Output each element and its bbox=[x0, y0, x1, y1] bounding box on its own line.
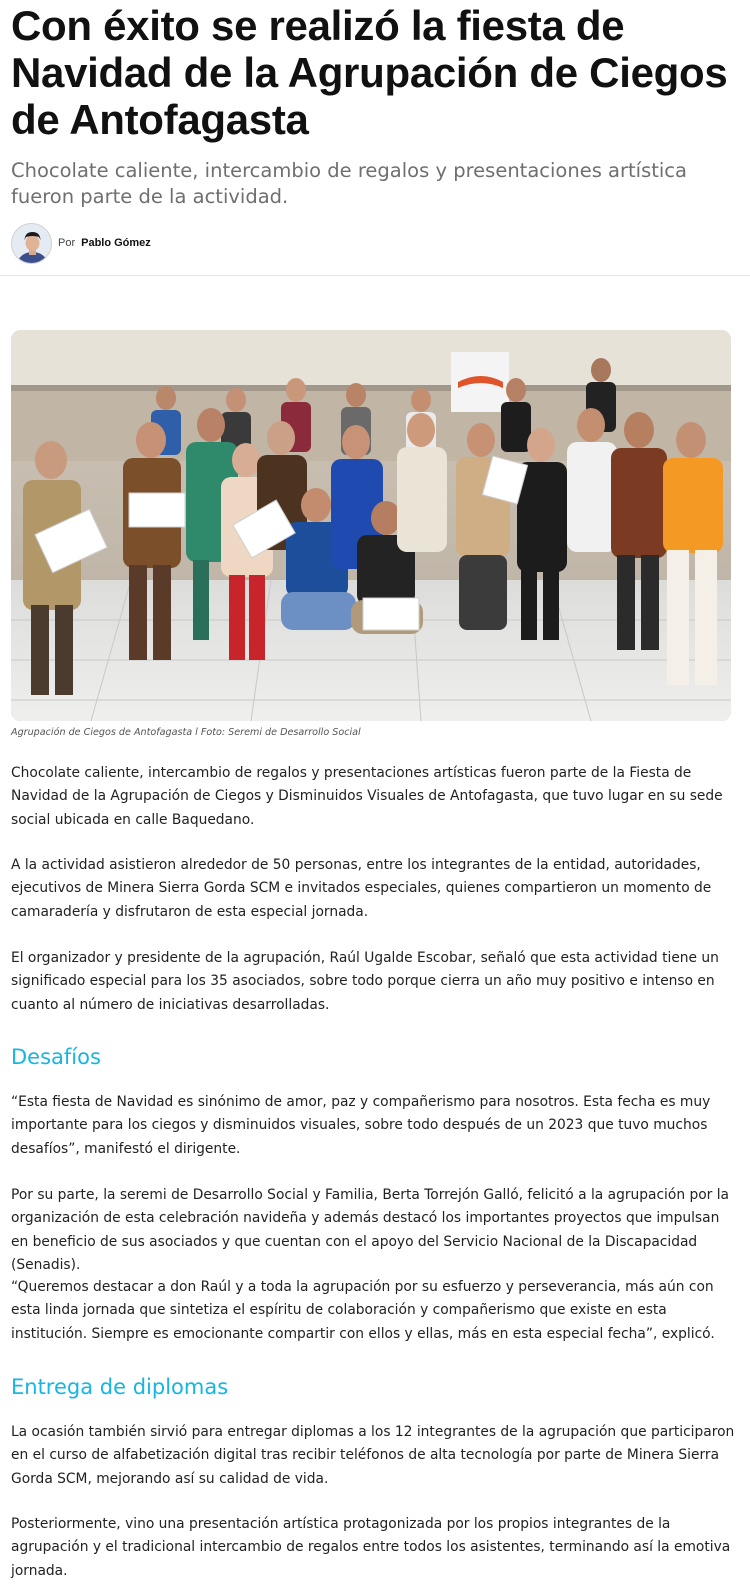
article-headline: Con éxito se realizó la fiesta de Navidad de la Agrupación de Ciegos de Antofagasta bbox=[11, 2, 728, 143]
header-divider bbox=[0, 275, 750, 276]
article-photo bbox=[11, 330, 731, 721]
article-paragraph: El organizador y presidente de la agrupación, Raúl Ugalde Escobar, señaló que esta actividad tiene un significado especial para los 35 asociados, sobre todo porque cierra un año muy positivo e intenso en cuanto al número de iniciativas desarrolladas. bbox=[11, 950, 719, 1013]
article-subtitle: Chocolate caliente, intercambio de regalos y presentaciones artística fueron parte de la actividad. bbox=[11, 159, 687, 208]
article-paragraph: Posteriormente, vino una presentación artística protagonizada por los propios integrantes de la agrupación y el tradicional intercambio de regalos entre todos los asistentes, terminando así la emotiva jornada. bbox=[11, 1516, 731, 1579]
section-heading-desafios: Desafíos bbox=[11, 1045, 101, 1069]
article-paragraph: “Esta fiesta de Navidad es sinónimo de amor, paz y compañerismo para nosotros. Esta fecha es muy importante para los ciegos y disminuidos visuales, sobre todo después de un 2023 que tuvo muchos desafíos”, manifestó el dirigente. bbox=[11, 1094, 711, 1157]
byline-prefix: Por bbox=[58, 237, 76, 249]
article-paragraph: Chocolate caliente, intercambio de regalos y presentaciones artísticas fueron parte de la Fiesta de Navidad de la Agrupación de Ciegos y Disminuidos Visuales de Antofagasta, que tuvo lugar en su sede social ubicada en calle Baquedano. bbox=[11, 765, 723, 828]
author-name-link[interactable]: Pablo Gómez bbox=[81, 237, 151, 249]
article-paragraph: La ocasión también sirvió para entregar diplomas a los 12 integrantes de la agrupación que participaron en el curso de alfabetización digital tras recibir teléfonos de alta tecnología por parte de Minera Sierra Gorda SCM, mejorando así su calidad de vida. bbox=[11, 1424, 735, 1487]
article-paragraph: “Queremos destacar a don Raúl y a toda la agrupación por su esfuerzo y perseverancia, más aún con esta linda jornada que sintetiza el espíritu de colaboración y compañerismo que existe en esta institución. Siempre es emocionante compartir con ellos y ellas, más en esta especial fecha”, explicó. bbox=[11, 1279, 715, 1342]
section-heading-entrega-de-diplomas: Entrega de diplomas bbox=[11, 1375, 229, 1399]
photo-caption: Agrupación de Ciegos de Antofagasta l Foto: Seremi de Desarrollo Social bbox=[11, 727, 361, 738]
author-avatar[interactable] bbox=[11, 223, 52, 264]
byline bbox=[11, 222, 151, 264]
article-paragraph: Por su parte, la seremi de Desarrollo Social y Familia, Berta Torrejón Galló, felicitó a la agrupación por la organización de esta celebración navideña y además destacó los importantes proyectos que impulsan en beneficio de sus asociados y que cuentan con el apoyo del Servicio Nacional de la Discapacidad (Senadis). bbox=[11, 1187, 729, 1274]
article-paragraph: A la actividad asistieron alrededor de 50 personas, entre los integrantes de la entidad, autoridades, ejecutivos de Minera Sierra Gorda SCM e invitados especiales, quienes compartieron un momento de camaradería y disfrutaron de esta especial jornada. bbox=[11, 857, 712, 920]
